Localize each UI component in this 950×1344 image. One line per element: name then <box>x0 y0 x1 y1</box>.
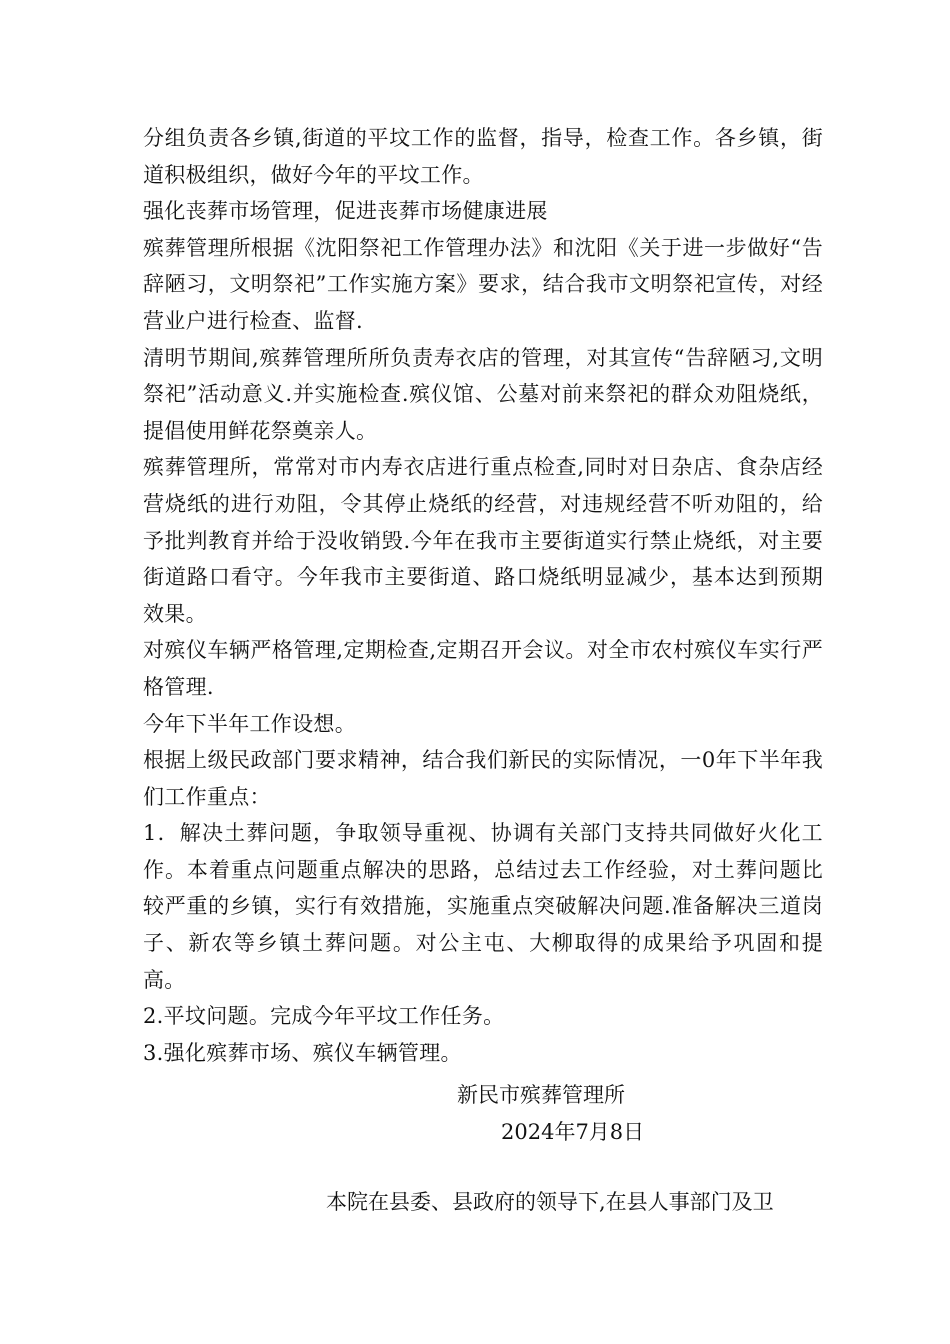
list-item-grave-leveling: 2.平坟问题。完成今年平坟工作任务。 <box>143 1004 505 1029</box>
list-item-market-management: 3.强化殡葬市场、殡仪车辆管理。 <box>143 1040 462 1065</box>
paragraph-vehicle-management: 对殡仪车辆严格管理,定期检查,定期召开会议。对全市农村殡仪车实行严格管理. <box>143 638 823 699</box>
paragraph-leveling-supervision: 分组负责各乡镇,街道的平坟工作的监督，指导，检查工作。各乡镇，街道积极组织，做好今年的平坟工作。 <box>143 126 823 187</box>
signature-date: 2024年7月8日 <box>501 1120 645 1144</box>
paragraph-qingming-period: 清明节期间,殡葬管理所所负责寿衣店的管理，对其宣传“告辞陋习,文明祭祀”活动意义.并实施检查.殡仪馆、公墓对前来祭祀的群众劝阻烧纸，提倡使用鲜花祭奠亲人。 <box>143 345 823 443</box>
signature-organization: 新民市殡葬管理所 <box>457 1083 625 1107</box>
paragraph-shop-inspection: 殡葬管理所，常常对市内寿衣店进行重点检查,同时对日杂店、食杂店经营烧纸的进行劝阻，令其停止烧纸的经营，对违规经营不听劝阻的，给予批判教育并给于没收销毁.今年在我市主要街道实行禁止烧纸，对主要街道路口看守。今年我市主要街道、路口烧纸明显减少，基本达到预期效果。 <box>143 455 823 626</box>
paragraph-sacrifice-regulations: 殡葬管理所根据《沈阳祭祀工作管理办法》和沈阳《关于进一步做好“告辞陋习，文明祭祀”工作实施方案》要求，结合我市文明祭祀宣传，对经营业户进行检查、监督. <box>143 235 823 333</box>
paragraph-work-focus-intro: 根据上级民政部门要求精神，结合我们新民的实际情况，一0年下半年我们工作重点： <box>143 748 823 809</box>
list-item-burial-issue: 1．解决土葬问题，争取领导重视、协调有关部门支持共同做好火化工作。本着重点问题重点解决的思路，总结过去工作经验，对土葬问题比较严重的乡镇，实行有效措施，实施重点突破解决问题.准备解决三道岗子、新农等乡镇土葬问题。对公主屯、大柳取得的成果给予巩固和提高。 <box>143 821 823 992</box>
next-document-opening: 本院在县委、县政府的领导下,在县人事部门及卫 <box>326 1190 774 1214</box>
paragraph-funeral-market-heading: 强化丧葬市场管理，促进丧葬市场健康进展 <box>143 199 548 224</box>
paragraph-second-half-plan: 今年下半年工作设想。 <box>143 711 356 736</box>
document-body <box>143 120 823 1071</box>
